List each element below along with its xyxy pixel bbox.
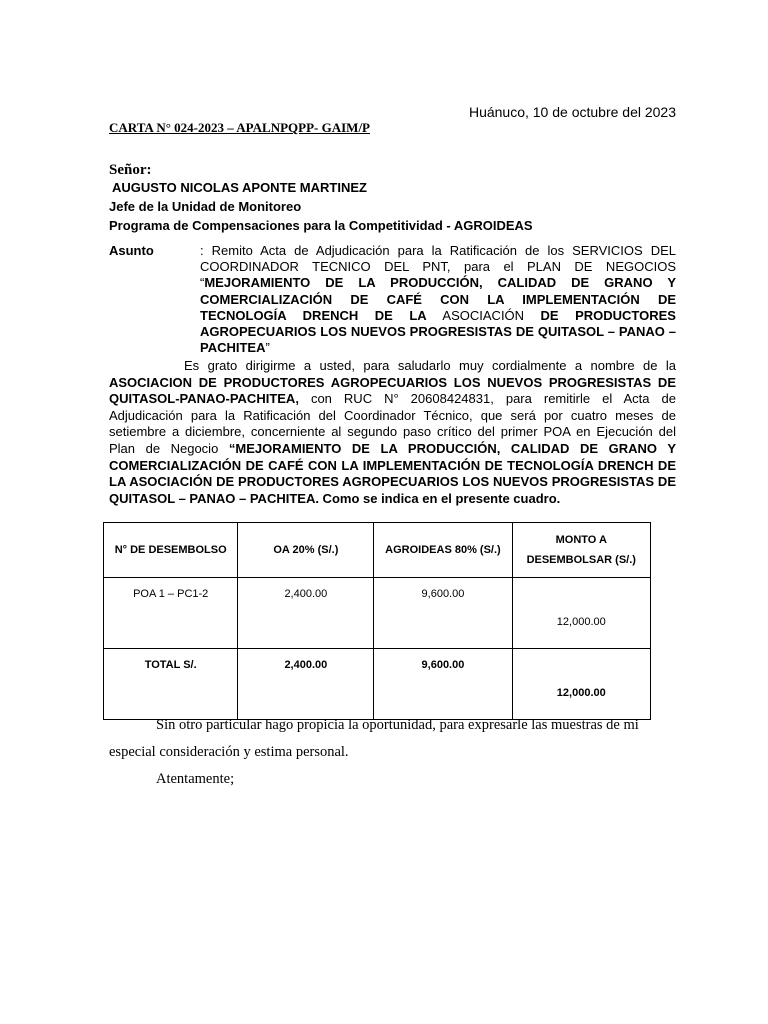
cell-amount: 12,000.00 xyxy=(512,578,650,649)
subject-text-end: ” xyxy=(265,340,270,356)
closing-text: Sin otro particular hago propicia la oportunidad, para expresarle las muestras de mi especial consideración y estima personal. xyxy=(109,717,639,760)
addressee-name: AUGUSTO NICOLAS APONTE MARTINEZ xyxy=(112,180,367,195)
closing-block xyxy=(109,712,677,793)
letter-reference: CARTA N° 024-2023 – APALNPQPP- GAIM/P xyxy=(109,120,370,135)
addressee-position: Jefe de la Unidad de Monitoreo xyxy=(109,199,302,214)
header-amount-to-disburse: MONTO A DESEMBOLSAR (S/.) xyxy=(512,523,650,578)
cell-disbursement: POA 1 – PC1-2 xyxy=(104,578,238,649)
disbursement-table xyxy=(103,522,651,720)
table-row xyxy=(104,578,651,649)
subject-label: Asunto xyxy=(109,243,154,258)
header-oa-20: OA 20% (S/.) xyxy=(238,523,374,578)
body-association-name: ASOCIACION DE PRODUCTORES AGROPECUARIOS LOS NUEVOS PROGRESISTAS DE QUITASOL-PANAO-PACHITEA, xyxy=(109,374,676,407)
table-header-row xyxy=(104,523,651,578)
salutation: Señor: xyxy=(109,162,152,178)
subject-text-plain: : Remito Acta de Adjudicación para la Ratificación de los SERVICIOS DEL COORDINADOR TECNICO DEL PNT, para el PLAN DE NEGOCIOS “ xyxy=(200,243,676,291)
subject-text xyxy=(200,243,676,356)
subject-text-bold: MEJORAMIENTO DE LA PRODUCCIÓN, CALIDAD DE GRANO Y COMERCIALIZACIÓN DE CAFÉ CON LA IMPLEMENTACIÓN DE TECNOLOGÍA DRENCH DE LA xyxy=(200,275,676,323)
header-agroideas-80: AGROIDEAS 80% (S/.) xyxy=(374,523,512,578)
closing-paragraph xyxy=(109,712,677,766)
cell-total-agroideas: 9,600.00 xyxy=(374,649,512,720)
signoff-text: Atentamente; xyxy=(156,771,235,787)
addressee-program: Programa de Compensaciones para la Competitividad - AGROIDEAS xyxy=(109,218,533,233)
header-disbursement-number: N° DE DESEMBOLSO xyxy=(104,523,238,578)
body-text-1: Es grato dirigirme a usted, para saludarlo muy cordialmente a nombre de la xyxy=(184,358,676,373)
body-project-name: “MEJORAMIENTO DE LA PRODUCCIÓN, CALIDAD DE GRANO Y COMERCIALIZACIÓN DE CAFÉ CON LA IMPLEMENTACIÓN DE TECNOLOGÍA DRENCH DE LA ASOCIACIÓN DE PRODUCTORES AGROPECUARIOS LOS NUEVOS PROGRESISTAS DE QUITASOL – PANAO – PACHITEA. Como se indica en el presente cuadro. xyxy=(109,440,676,506)
cell-total-amount: 12,000.00 xyxy=(512,649,650,720)
subject-text-bold-2: DE PRODUCTORES AGROPECUARIOS LOS NUEVOS PROGRESISTAS DE QUITASOL – PANAO – PACHITEA xyxy=(200,307,676,356)
cell-oa: 2,400.00 xyxy=(238,578,374,649)
subject-text-plain-2: ASOCIACIÓN xyxy=(426,307,541,323)
addressee-block xyxy=(109,178,533,235)
closing-signoff xyxy=(109,766,677,793)
body-text-2: con RUC N° 20608424831, para remitirle el Acta de Adjudicación para la Ratificación del Coordinador Técnico, que será por cuatro meses de setiembre a diciembre, concerniente al segundo paso crítico del primer POA en Ejecución del Plan de Negocio xyxy=(109,391,676,456)
date-line: Huánuco, 10 de octubre del 2023 xyxy=(468,104,676,120)
body-paragraph xyxy=(109,358,676,507)
table-total-row xyxy=(104,649,651,720)
cell-total-label: TOTAL S/. xyxy=(104,649,238,720)
cell-agroideas: 9,600.00 xyxy=(374,578,512,649)
cell-total-oa: 2,400.00 xyxy=(238,649,374,720)
